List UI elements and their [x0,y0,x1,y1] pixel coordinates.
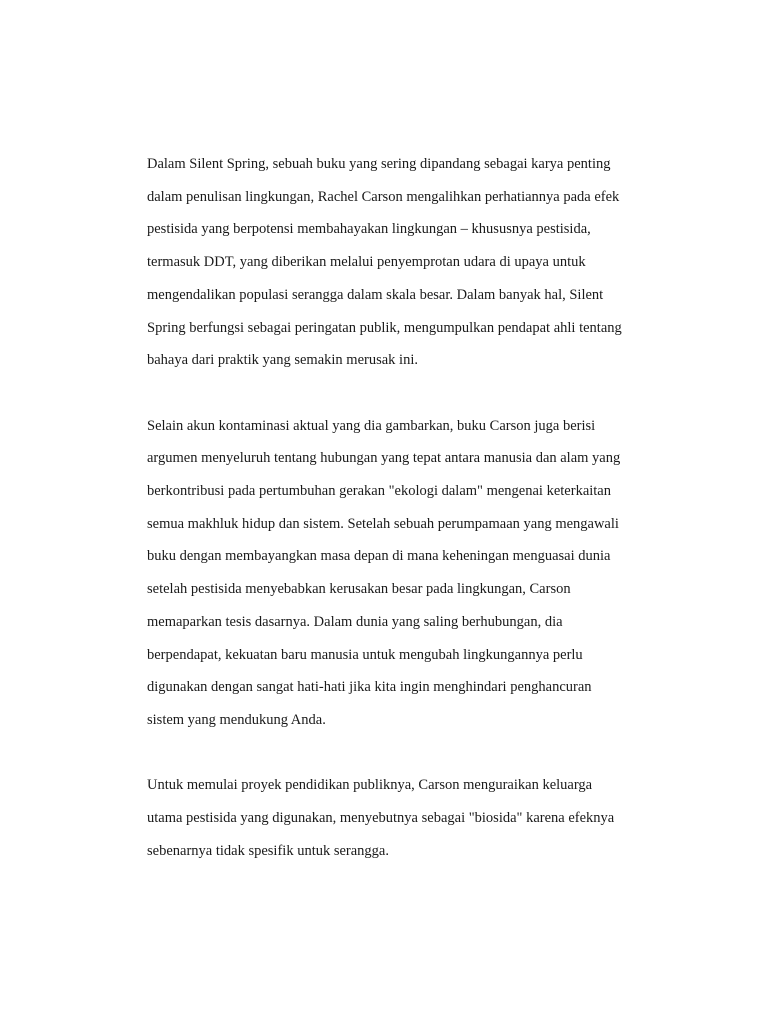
paragraph-line: Selain akun kontaminasi aktual yang dia gambarkan, buku Carson juga berisi [147,417,596,434]
paragraph-3 [147,769,687,867]
paragraph-line: Untuk memulai proyek pendidikan publiknya, Carson menguraikan keluarga [147,777,593,794]
paragraph-1 [147,148,687,377]
paragraph-line: berpendapat, kekuatan baru manusia untuk mengubah lingkungannya perlu [147,646,583,663]
paragraph-line: dalam penulisan lingkungan, Rachel Carson mengalihkan perhatiannya pada efek [147,188,620,205]
paragraph-line: berkontribusi pada pertumbuhan gerakan "ekologi dalam" mengenai keterkaitan [147,483,611,500]
paragraph-line: bahaya dari praktik yang semakin merusak ini. [147,352,418,369]
paragraph-line: termasuk DDT, yang diberikan melalui penyemprotan udara di upaya untuk [147,254,586,271]
paragraph-2 [147,410,687,737]
paragraph-line: setelah pestisida menyebabkan kerusakan besar pada lingkungan, Carson [147,581,571,598]
paragraph-line: digunakan dengan sangat hati-hati jika kita ingin menghindari penghancuran [147,679,592,696]
paragraph-line: mengendalikan populasi serangga dalam skala besar. Dalam banyak hal, Silent [147,286,604,303]
paragraph-line: argumen menyeluruh tentang hubungan yang tepat antara manusia dan alam yang [147,450,621,467]
document-body [147,148,687,867]
paragraph-line: buku dengan membayangkan masa depan di mana keheningan menguasai dunia [147,548,611,565]
paragraph-line: sistem yang mendukung Anda. [147,711,326,728]
paragraph-line: sebenarnya tidak spesifik untuk serangga. [147,842,389,859]
paragraph-line: memaparkan tesis dasarnya. Dalam dunia yang saling berhubungan, dia [147,613,563,630]
paragraph-line: pestisida yang berpotensi membahayakan lingkungan – khususnya pestisida, [147,221,591,238]
paragraph-line: semua makhluk hidup dan sistem. Setelah sebuah perumpamaan yang mengawali [147,515,619,532]
paragraph-line: Dalam Silent Spring, sebuah buku yang sering dipandang sebagai karya penting [147,156,611,172]
paragraph-line: utama pestisida yang digunakan, menyebutnya sebagai "biosida" karena efeknya [147,810,615,827]
paragraph-line: Spring berfungsi sebagai peringatan publik, mengumpulkan pendapat ahli tentang [147,319,622,336]
